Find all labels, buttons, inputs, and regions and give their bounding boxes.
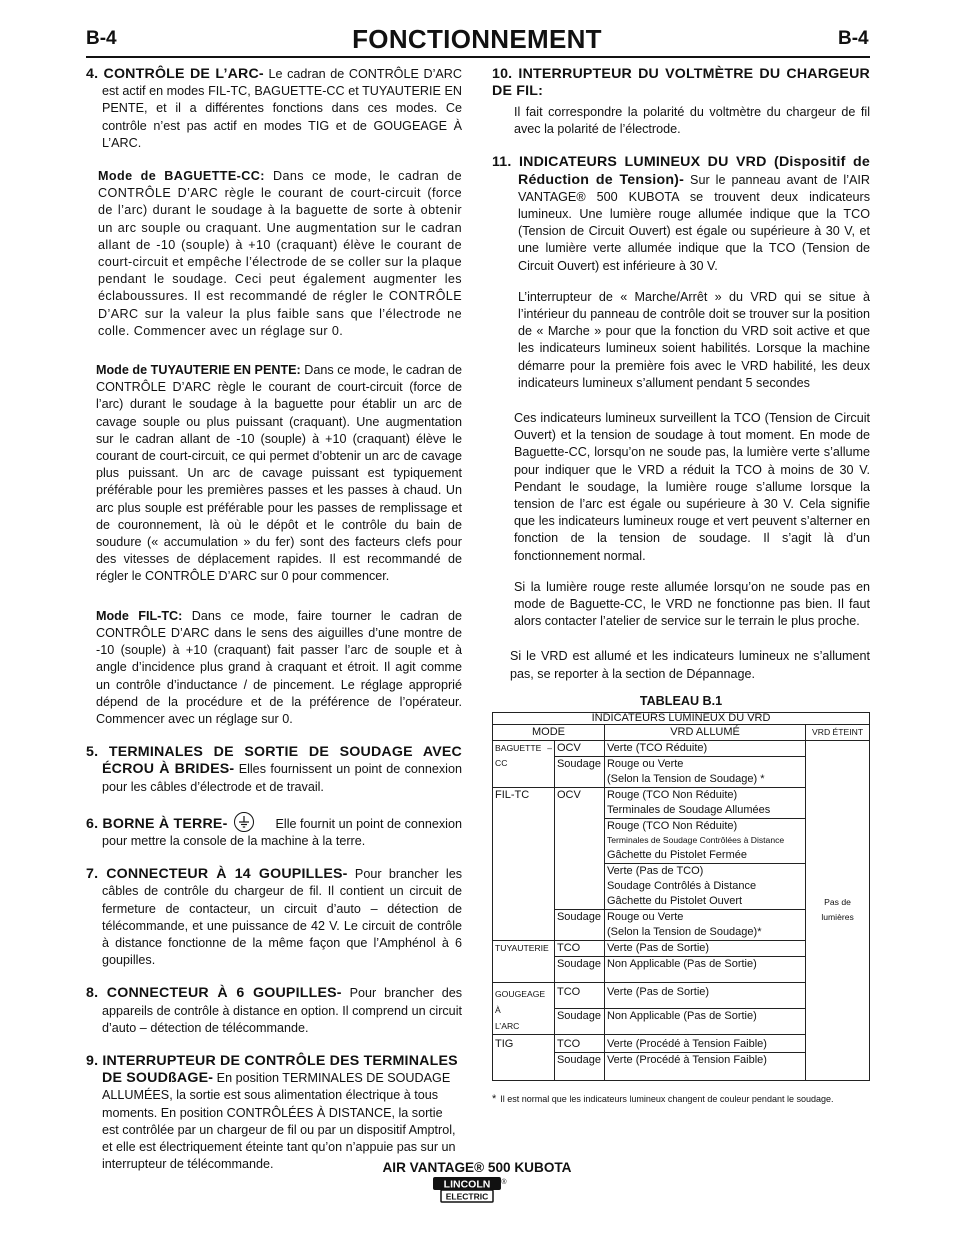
table-cell-line: GOUGEAGE À	[495, 988, 546, 1015]
section-11-para-5: Si le VRD est allumé et les indicateurs lumineux ne s’allument pas, se reporter à la section de Dépannage.	[510, 649, 870, 681]
logo-reg-mark: ®	[501, 1179, 507, 1186]
table-cell-line: Terminales de Soudage Allumées	[606, 803, 771, 816]
footnote-text: Il est normal que les indicateurs lumineux changent de couleur pendant le soudage.	[500, 1093, 834, 1104]
section-7-text: Pour brancher les câbles de contrôle du chargeur de fil. Il contient un circuit de fermeture de contacteur, un circuit d’auto – détection de télécommande, et une puissance de 42 V. Le circuit de contrôle à distance fonctionne de la même façon que l’Amphénol à 6 goupilles.	[102, 867, 463, 968]
section-4-heading: 4. CONTRÔLE DE L’ARC-	[86, 66, 264, 82]
footer-product: AIR VANTAGE® 500 KUBOTA	[382, 1160, 572, 1175]
mode-tuyauterie-label: Mode de TUYAUTERIE EN PENTE:	[96, 363, 301, 378]
table-cell-line: L’ARC	[495, 1020, 520, 1031]
section-6-text: Elle fournit un point de connexion pour mettre la console de la machine à la terre.	[102, 816, 462, 848]
section-8	[86, 985, 462, 1037]
header-rule	[86, 56, 870, 58]
section-6	[86, 812, 462, 850]
table-cell-on: Verte (Procédé à Tension Faible)	[604, 1052, 805, 1080]
mode-tuyauterie-text: Dans ce mode, le cadran de CONTRÔLE D’ARC règle le courant de court-circuit (force de l’arc) durant le soudage à la baguette pour établir un arc de cavage souple ou plus puissant (craquant). Une augmentation sur le cadran allant de -10 (souple) à +10 (craquant) élève le courant de court-circuit, ce qui permet d’obtenir un arc de cavage plus puissant. Un arc de cavage puissant est typiquement préférable pour les premières passes et les passes à chaud. Un arc plus souple est préférable pour les passes de remplissage et de couronnement, là où le dépôt et le contrôle du bain de soudure (« accumulation » du fer) sont des facteurs clefs pour des vitesses de déplacement rapides. Il est recommandé de régler le CONTRÔLE D’ARC sur 0 pour commencer.	[96, 363, 463, 584]
table-cell-on: Verte (TCO Réduite)	[604, 741, 805, 757]
table-col-off: VRD ÉTEINT	[806, 725, 870, 741]
table-cell-line: Rouge (TCO Non Réduite)	[606, 788, 738, 801]
mode-tuyauterie-para	[86, 362, 462, 586]
table-cell-on	[604, 818, 805, 864]
table-cell-state: TCO	[554, 940, 604, 956]
table-title: TABLEAU B.1	[639, 693, 723, 708]
table-cell-state: OCV	[554, 741, 604, 757]
section-4	[86, 66, 462, 152]
page-title: FONCTIONNEMENT	[352, 24, 602, 54]
footnote-mark: *	[492, 1092, 497, 1105]
section-6-heading: 6. BORNE À TERRE-	[86, 815, 228, 832]
table-col-on: VRD ALLUMÉ	[604, 725, 805, 741]
section-8-text: Pour brancher des appareils de contrôle à distance en option. Il comprend un circuit d’auto – détection de télécommande.	[102, 986, 462, 1035]
section-10-heading: 10. INTERRUPTEUR DU VOLTMÈTRE DU CHARGEUR DE FIL:	[492, 66, 870, 99]
table-cell-on: Non Applicable (Pas de Sortie)	[604, 956, 805, 982]
table-cell-on: Verte (Pas de Sortie)	[604, 940, 805, 956]
mode-filtc-text: Dans ce mode, faire tourner le cadran de CONTRÔLE D’ARC dans le sens des aiguilles d’une montre de -10 (souple) à +10 (craquant) fait passer l’arc de souple et à angle d’incidence plus grand à craquant et étroit. Il agit comme un contrôle d’inductance / de pincement. Le réglage approprié dépend de la procédure et de la préférence de l’opérateur. Commencer avec un réglage sur 0.	[96, 608, 462, 726]
table-cell-line: Gâchette du Pistolet Ouvert	[606, 895, 743, 908]
logo-top-text: LINCOLN	[443, 1178, 491, 1191]
left-column	[86, 66, 462, 1189]
section-8-heading: 8. CONNECTEUR À 6 GOUPILLES-	[86, 985, 342, 1002]
ground-icon	[234, 812, 254, 832]
table-cell-line: Verte (Pas de TCO)	[606, 865, 704, 878]
table-cell-on	[604, 756, 805, 787]
logo-bottom-text: ELECTRIC	[445, 1191, 489, 1202]
mode-baguette-text: Dans ce mode, le cadran de CONTRÔLE D’ARC règle le courant de court-circuit (force de l’arc) durant le soudage à la baguette de sorte à obtenir un arc souple ou craquant. Une augmentation sur le cadran allant de -10 (souple) à +10 (craquant) élève le courant de court-circuit et empêche l’électrode de se coller sur la plaque pendant le soudage. Ceci peut également augmenter les éclaboussures. Il est recommandé de régler le CONTRÔLE D’ARC sur la valeur la plus faible sans que l’électrode ne colle. Commencer avec un réglage sur 0.	[98, 169, 463, 338]
table-cell-mode: FIL-TC	[493, 787, 555, 940]
section-5	[86, 744, 462, 796]
page-number-left: B-4	[86, 28, 117, 49]
table-cell-on	[604, 909, 805, 940]
table-footnote	[492, 1091, 870, 1108]
table-cell-mode: BAGUETTE –CC	[493, 741, 555, 788]
table-cell-state: OCV	[554, 787, 604, 909]
section-11	[492, 154, 870, 274]
section-5-heading: 5. TERMINALES DE SORTIE DE SOUDAGE AVEC ÉCROU À BRIDES-	[86, 744, 462, 778]
table-caption: INDICATEURS LUMINEUX DU VRD	[493, 713, 870, 725]
table-cell-line: Gâchette du Pistolet Fermée	[606, 849, 747, 862]
right-column	[492, 66, 870, 1108]
table-col-mode: MODE	[493, 725, 605, 741]
mode-filtc-label: Mode FIL-TC:	[96, 608, 183, 623]
table-cell-state: TCO	[554, 982, 604, 1008]
lincoln-electric-logo	[432, 1176, 510, 1204]
table-cell-line: Terminales de Soudage Contrôlées à Distance	[606, 835, 785, 846]
mode-filtc-para	[86, 608, 462, 728]
section-10	[492, 66, 870, 138]
section-11-para-4: Si la lumière rouge reste allumée lorsqu’on ne soude pas en mode de Baguette-CC, le VRD ne fonctionne pas bien. Il faut alors contacter l’atelier de service sur le terrain le plus proche.	[514, 579, 870, 629]
table-cell-on	[604, 864, 805, 910]
table-cell-on: Verte (Pas de Sortie)	[604, 982, 805, 1008]
table-cell-state: Soudage	[554, 909, 604, 940]
table-cell-mode: TUYAUTERIE	[493, 940, 555, 982]
table-cell-on: Verte (Procédé à Tension Faible)	[604, 1034, 805, 1052]
section-9	[86, 1053, 462, 1173]
table-cell-line: Rouge (TCO Non Réduite)	[606, 819, 738, 832]
section-10-text: Il fait correspondre la polarité du voltmètre du chargeur de fil avec la polarité de l’électrode.	[514, 105, 870, 137]
table-cell-state: Soudage	[554, 956, 604, 982]
section-4-text: Le cadran de CONTRÔLE D’ARC est actif en modes FIL-TC, BAGUETTE-CC et TUYAUTERIE EN PENTE, et il a différentes fonctions dans ces modes. Ce contrôle n’est pas actif en modes TIG et de GOUGEAGE À L’ARC.	[102, 67, 462, 150]
section-11-text: Sur le panneau avant de l’AIR VANTAGE® 500 KUBOTA se trouvent deux indicateurs lumineux. Une lumière rouge allumée indique que la TCO (Tension de Circuit Ouvert) est égale ou supérieure à 30 V, et une lumière verte allumée indique que la TCO (Tension de Circuit Ouvert) est inférieure à 30 V.	[518, 172, 870, 273]
section-11-para-2: L’interrupteur de « Marche/Arrêt » du VRD qui se situe à l’intérieur du panneau de contrôle doit se trouver sur la position de « Marche » pour que la fonction du VRD soit active et que les indicateurs lumineux soient habilités. Lorsque la machine démarre pour la première fois avec le VRD habilité, les deux indicateurs lumineux s’allument pendant 5 secondes	[518, 289, 870, 390]
table-cell-state: Soudage	[554, 1008, 604, 1034]
table-cell-state: Soudage	[554, 1052, 604, 1080]
section-7-heading: 7. CONNECTEUR À 14 GOUPILLES-	[86, 866, 348, 883]
table-cell-line: (Selon la Tension de Soudage)*	[606, 925, 762, 938]
table-cell-state: TCO	[554, 1034, 604, 1052]
vrd-table	[492, 712, 870, 1081]
table-cell-line: Rouge ou Verte	[606, 757, 684, 770]
page-number-right: B-4	[838, 28, 869, 49]
table-cell-mode: TIG	[493, 1034, 555, 1080]
table-cell-line: Soudage Contrôlés à Distance	[606, 880, 757, 893]
table-cell-on	[604, 787, 805, 818]
section-7	[86, 866, 462, 969]
table-cell-state: Soudage	[554, 756, 604, 787]
section-11-para-3: Ces indicateurs lumineux surveillent la TCO (Tension de Circuit Ouvert) et la tension de soudage à tout moment. En mode de Baguette-CC, lorsqu’on ne soude pas, la lumière verte s’allume pour indiquer que le VRD a réduit la TCO à moins de 30 V. Pendant le soudage, la lumière rouge s’allume lorsque la tension de l’arc est égale ou supérieure à 30 V. Cela signifie que les indicateurs lumineux rouge et vert peuvent s’alterner en fonction de la tension de soudage. Il s’agit là d’un fonctionnement normal.	[514, 411, 870, 563]
table-cell-line: Rouge ou Verte	[606, 910, 684, 923]
table-row	[493, 741, 870, 757]
section-9-text: En position TERMINALES DE SOUDAGE ALLUMÉES, la sortie est sous alimentation électrique à tous moments. En position CONTRÔLÉES À DISTANCE, la sortie est contrôlée par un chargeur de fil ou par un dispositif Amptrol, et elle est électriquement éteinte tant qu’on n’appuie pas sur un interrupteur de télécommande.	[102, 1071, 456, 1172]
section-5-text: Elles fournissent un point de connexion pour les câbles d’électrode et de travail.	[102, 762, 462, 794]
section-9-heading: 9. INTERRUPTEUR DE CONTRÔLE DES TERMINALES DE SOUDßAGE-	[86, 1052, 458, 1087]
mode-baguette-label: Mode de BAGUETTE-CC:	[98, 169, 265, 184]
table-cell-mode	[493, 982, 555, 1034]
mode-baguette-para	[86, 168, 462, 340]
table-cell-on: Non Applicable (Pas de Sortie)	[604, 1008, 805, 1034]
section-11-heading: 11. INDICATEURS LUMINEUX DU VRD (Dispositif de Réduction de Tension)-	[492, 154, 870, 188]
table-cell-off: Pas de lumières	[806, 741, 870, 1081]
table-cell-line: (Selon la Tension de Soudage) *	[606, 772, 765, 785]
